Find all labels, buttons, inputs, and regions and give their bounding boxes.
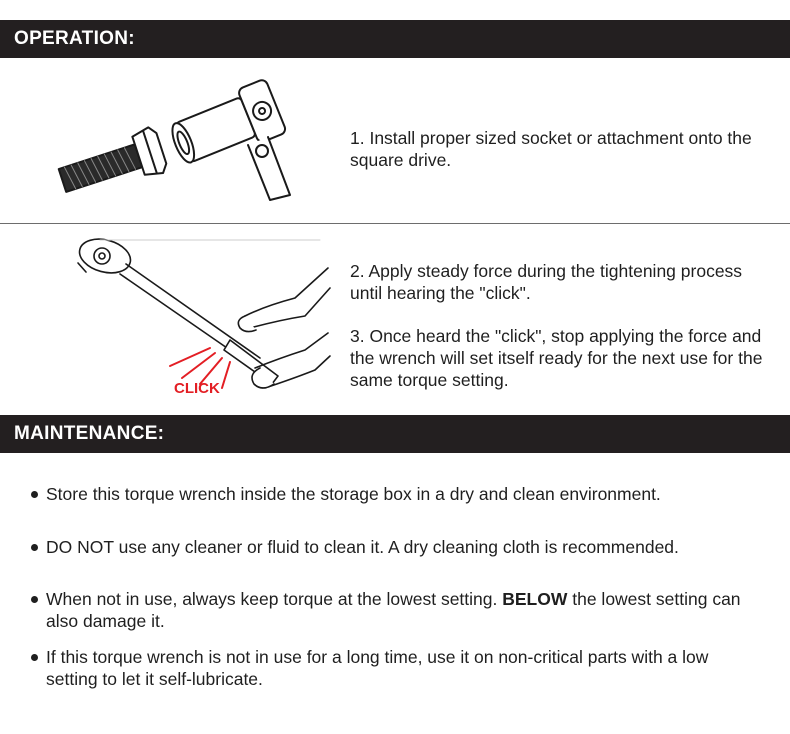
step-3-paragraph: 3. Once heard the "click", stop applying the force and the wrench will set itself ready for the next use for the same torque setting. bbox=[350, 326, 763, 390]
list-item-text-continued: the lowest setting can also damage it. bbox=[46, 589, 741, 631]
operation-header bbox=[0, 20, 790, 58]
list-item bbox=[28, 536, 679, 558]
list-item bbox=[28, 588, 746, 632]
step-2-paragraph: 2. Apply steady force during the tightening process until hearing the "click". bbox=[350, 261, 743, 303]
step-2-text bbox=[350, 260, 770, 304]
list-item bbox=[28, 483, 661, 505]
click-label: CLICK bbox=[174, 380, 220, 397]
bullet-icon bbox=[31, 654, 38, 661]
list-item-text: Store this torque wrench inside the storage box in a dry and clean environment. bbox=[46, 484, 661, 504]
list-item-text: DO NOT use any cleaner or fluid to clean it. A dry cleaning cloth is recommended. bbox=[46, 537, 679, 557]
bullet-icon bbox=[31, 491, 38, 498]
maintenance-header bbox=[0, 415, 790, 453]
socket-bolt-illustration bbox=[40, 65, 330, 215]
maintenance-heading: MAINTENANCE: bbox=[14, 423, 165, 444]
list-item-text: If this torque wrench is not in use for a long time, use it on non-critical parts with a low setting to let it self-lubricate. bbox=[46, 647, 709, 689]
bullet-icon bbox=[31, 544, 38, 551]
step-1-paragraph: 1. Install proper sized socket or attachment onto the square drive. bbox=[350, 128, 752, 170]
list-item-emphasis: BELOW bbox=[502, 589, 568, 609]
bullet-icon bbox=[31, 596, 38, 603]
step-1-text bbox=[350, 127, 770, 171]
step-3-text bbox=[350, 325, 770, 391]
section-divider bbox=[0, 223, 790, 224]
operation-heading: OPERATION: bbox=[14, 28, 135, 49]
list-item-text: When not in use, always keep torque at the lowest setting. bbox=[46, 589, 503, 609]
list-item bbox=[28, 646, 761, 690]
